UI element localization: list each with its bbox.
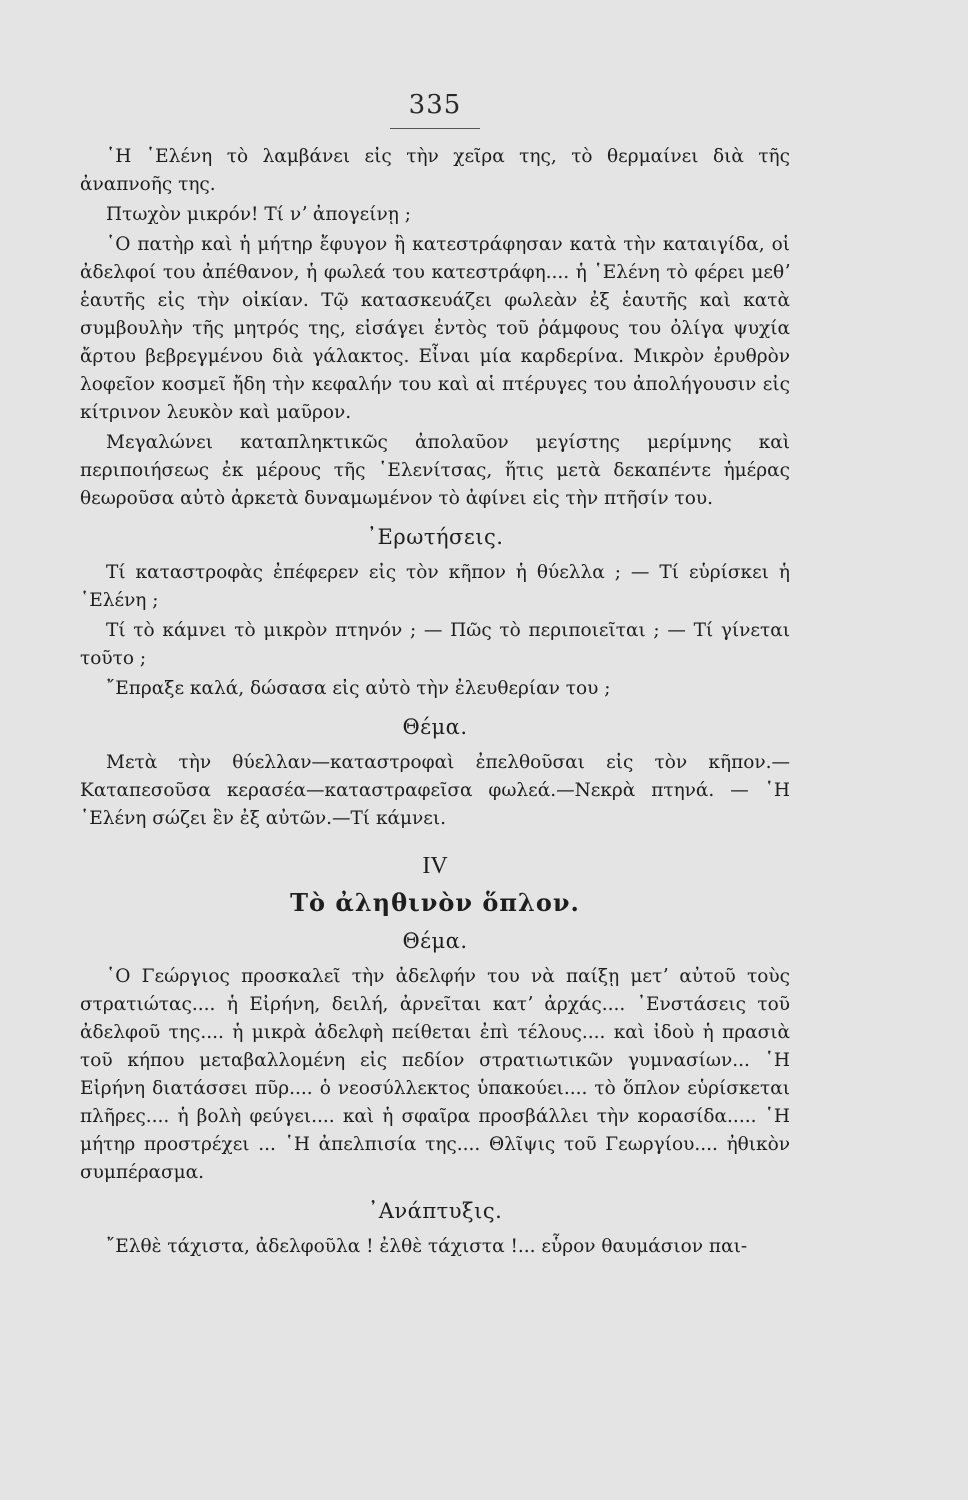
paragraph-poor-little-one: Πτωχὸν μικρόν! Τί νʼ ἀπογείνῃ ; [106, 204, 411, 225]
section-title: Τὸ ἀληθινὸν ὅπλον. [290, 888, 580, 917]
heading-questions: ᾿Ερωτήσεις. [366, 525, 504, 549]
paragraph-theme-2: ῾Ο Γεώργιος προσκαλεῖ τὴν ἀδελφήν του νὰ παίξῃ μετʼ αὐτοῦ τοὺς στρατιώτας.... ἡ Εἰρήνη, δειλή, ἀρνεῖται κατʼ ἀρχάς.... ᾿Ενστάσεις τοῦ ἀδελφοῦ της.... ἡ μικρὰ ἀδελφὴ πείθεται ἐπὶ τέλους.... καὶ ἰδοὺ ἡ πρασιὰ τοῦ κήπου μεταβαλλομένη εἰς πεδίον στρατιωτικῶν γυμνασίων... ῾Η Εἰρήνη διατάσσει πῦρ.... ὁ νεοσύλλεκτος ὑπακούει.... τὸ ὅπλον εὑρίσκεται πλῆρες.... ἡ βολὴ φεύγει.... καὶ ἡ σφαῖρα προσβάλλει τὴν κορασίδα..... ῾Η μήτηρ προστρέχει ... ῾Η ἀπελπισία της.... Θλῖψις τοῦ Γεωργίου.... ἠθικὸν συμπέρασμα. [80, 966, 790, 1183]
paragraph-development: ῎Ελθὲ τάχιστα, ἀδελφοῦλα ! ἐλθὲ τάχιστα !... εὗρον θαυμάσιον παι- [106, 1236, 748, 1257]
heading-theme-2: Θέμα. [402, 929, 468, 953]
question-line-3: ῎Επραξε καλά, δώσασα εἰς αὐτὸ τὴν ἐλευθερίαν του ; [106, 678, 611, 699]
paragraph-grows-amazingly: Μεγαλώνει καταπληκτικῶς ἀπολαῦον μεγίστης μερίμνης καὶ περιποιήσεως ἐκ μέρους τῆς ῾Ελενίτσας, ἥτις μετὰ δεκαπέντε ἡμέρας θεωροῦσα αὐτὸ ἀρκετὰ δυναμωμένον τὸ ἀφίνει εἰς τὴν πτῆσίν του. [80, 432, 790, 509]
question-line-1: Τί καταστροφὰς ἐπέφερεν εἰς τὸν κῆπον ἡ θύελλα ; — Τί εὑρίσκει ἡ ῾Ελένη ; [80, 562, 790, 611]
paragraph-parents-fled: ῾Ο πατὴρ καὶ ἡ μήτηρ ἔφυγον ἢ κατεστράφησαν κατὰ τὴν καταιγίδα, οἱ ἀδελφοί του ἀπέθανον, ἡ φωλεά του κατεστράφη.... ἡ ῾Ελένη τὸ φέρει μεθʼ ἑαυτῆς εἰς τὴν οἰκίαν. Τῷ κατασκευάζει φωλεὰν ἐξ ἑαυτῆς καὶ κατὰ συμβουλὴν τῆς μητρός της, εἰσάγει ἐντὸς τοῦ ῥάμφους του ὀλίγα ψυχία ἄρτου βεβρεγμένου διὰ γάλακτος. Εἶναι μία καρδερίνα. Μικρὸν ἐρυθρὸν λοφεῖον κοσμεῖ ἤδη τὴν κεφαλήν του καὶ αἱ πτέρυγες του ἀπολήγουσιν εἰς κίτρινον λευκὸν καὶ μαῦρον. [80, 234, 790, 423]
paragraph-eleni-warms-bird: ῾Η ῾Ελένη τὸ λαμβάνει εἰς τὴν χεῖρα της, τὸ θερμαίνει διὰ τῆς ἀναπνοῆς της. [80, 146, 790, 195]
page-number: 335 [408, 90, 462, 120]
page-text-block [80, 90, 790, 1263]
heading-development: ᾿Ανάπτυξις. [367, 1199, 503, 1223]
section-numeral: IV [422, 853, 448, 879]
heading-theme-1: Θέμα. [402, 715, 468, 739]
question-line-2: Τί τὸ κάμνει τὸ μικρὸν πτηνόν ; — Πῶς τὸ περιποιεῖται ; — Τί γίνεται τοῦτο ; [80, 620, 790, 669]
paragraph-theme-1: Μετὰ τὴν θύελλαν—καταστροφαὶ ἐπελθοῦσαι εἰς τὸν κῆπον.— Καταπεσοῦσα κερασέα—καταστραφεῖσα φωλεά.—Νεκρὰ πτηνά. — ῾Η ῾Ελένη σώζει ἓν ἐξ αὐτῶν.—Τί κάμνει. [80, 752, 790, 829]
header-rule [390, 128, 480, 129]
